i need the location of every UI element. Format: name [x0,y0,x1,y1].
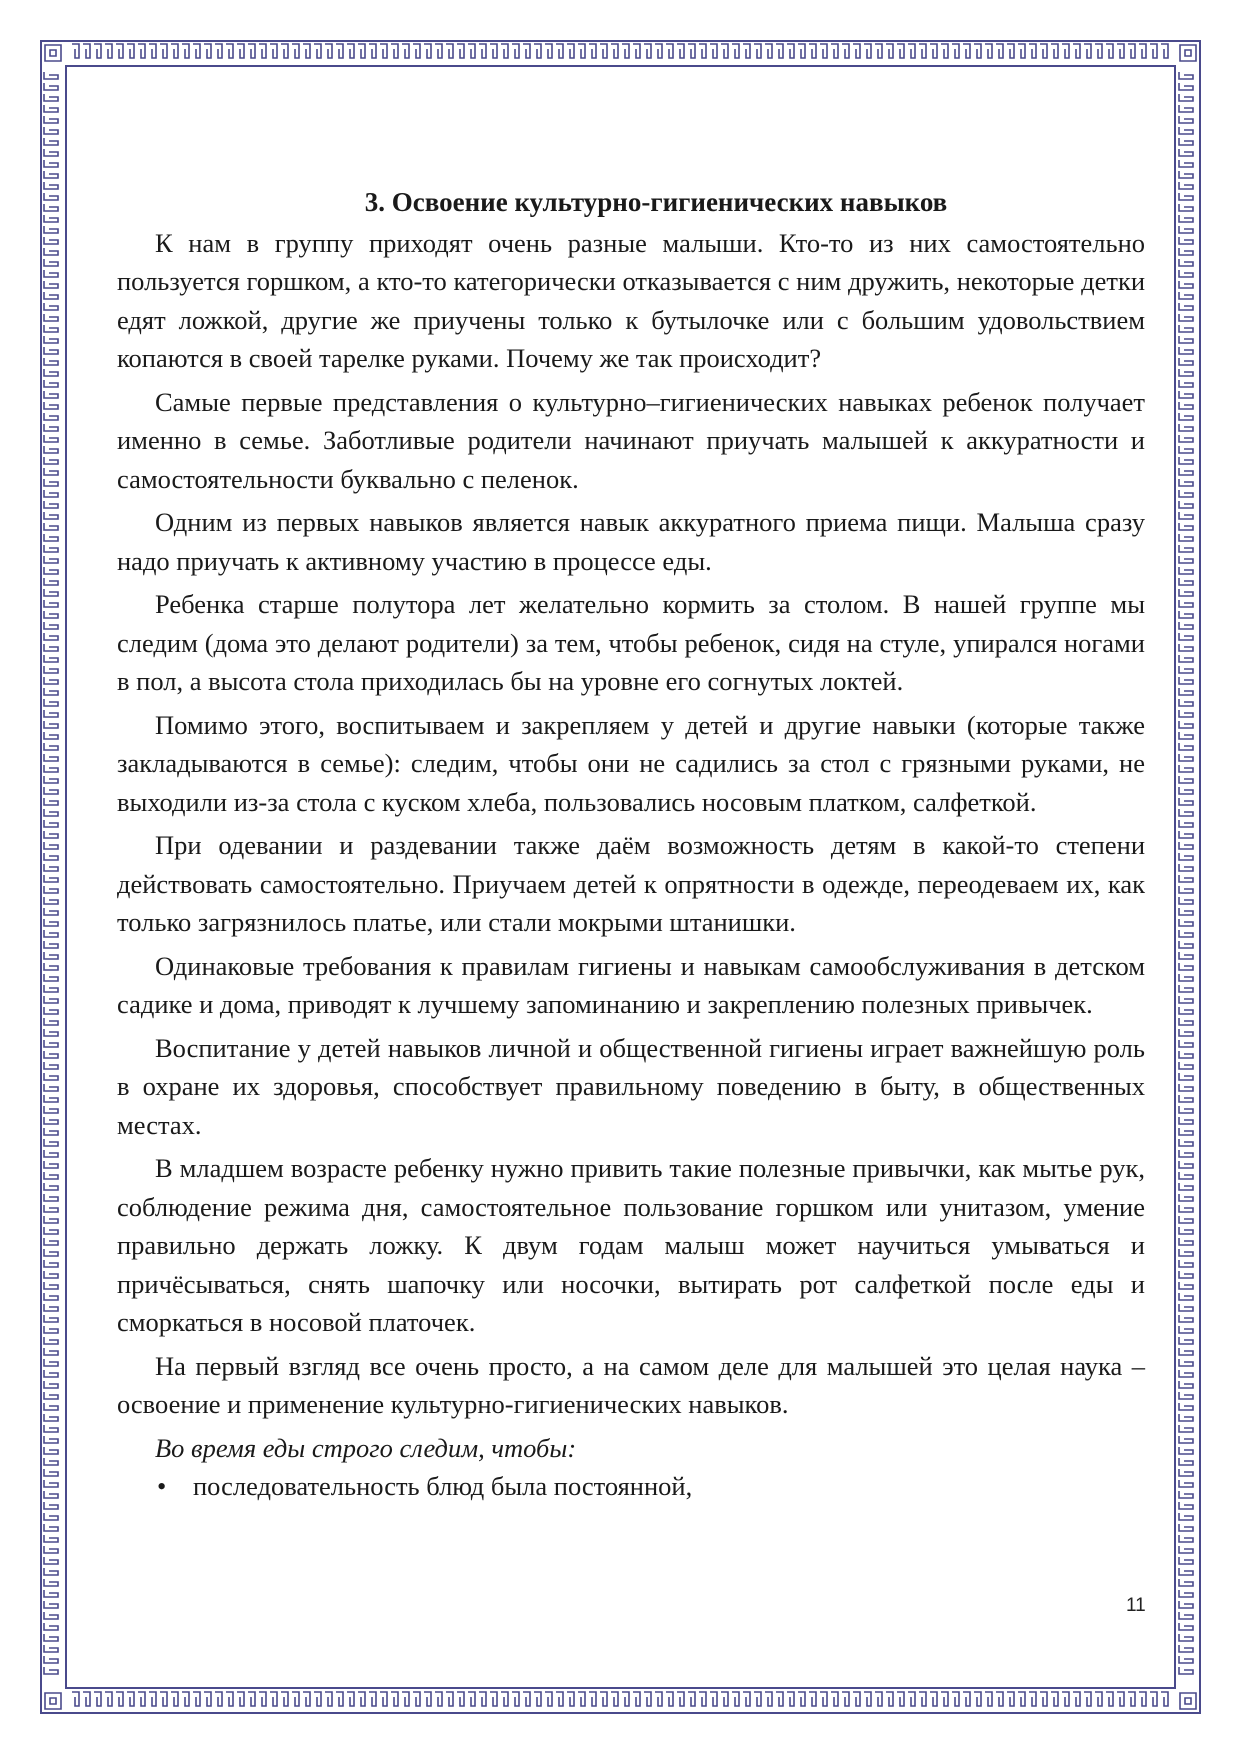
page-number: 11 [1126,1595,1146,1616]
italic-lead-in: Во время еды строго следим, чтобы: [155,1432,577,1463]
paragraph: На первый взгляд все очень просто, а на самом деле для малышей это целая наука – освоение и применение культурно-гигиенических навыков. [117,1350,1145,1419]
paragraph: К нам в группу приходят очень разные малыши. Кто-то из них самостоятельно пользуется горшком, а кто-то категорически отказывается с ним дружить, некоторые детки едят ложкой, другие же приучены только к бутылочке или с большим удовольствием копаются в своей тарелке руками. Почему же так происходит? [117,227,1145,373]
bullet-item [117,1467,1145,1506]
paragraph: Одинаковые требования к правилам гигиены и навыкам самообслуживания в детском садике и дома, приводят к лучшему запоминанию и закреплению полезных привычек. [117,950,1145,1019]
bullet-text: последовательность блюд была постоянной, [193,1471,693,1501]
paragraph: Самые первые представления о культурно–гигиенических навыках ребенок получает именно в семье. Заботливые родители начинают приучать малышей к аккуратности и самостоятельности буквально с пеленок. [117,386,1145,494]
bullet-icon: • [157,1471,167,1501]
section-title: 3. Освоение культурно-гигиенических навыков [364,187,948,217]
paragraph: Воспитание у детей навыков личной и общественной гигиены играет важнейшую роль в охране их здоровья, способствует правильному поведению в быту, в общественных местах. [117,1032,1145,1140]
paragraph: Ребенка старше полутора лет желательно кормить за столом. В нашей группе мы следим (дома это делают родители) за тем, чтобы ребенок, сидя на стуле, упирался ногами в пол, а высота стола приходилась бы на уровне его согнутых локтей. [117,589,1145,696]
paragraph: Помимо этого, воспитываем и закрепляем у детей и другие навыки (которые также закладываются в семье): следим, чтобы они не садились за стол с грязными руками, не выходили из-за стола с куском хлеба, пользовались носовым платком, салфеткой. [117,709,1145,817]
page-content [117,183,1145,1506]
paragraph: В младшем возрасте ребенку нужно привить такие полезные привычки, как мытье рук, соблюдение режима дня, самостоятельное пользование горшком или унитазом, умение правильно держать ложку. К двум годам малыш может научиться умываться и причёсываться, снять шапочку или носочки, вытирать рот салфеткой после еды и сморкаться в носовой платочек. [117,1153,1145,1337]
paragraph: Одним из первых навыков является навык аккуратного приема пищи. Малыша сразу надо приучать к активному участию в процессе еды. [117,507,1145,576]
paragraph: При одевании и раздевании также даём возможность детям в какой-то степени действовать самостоятельно. Приучаем детей к опрятности в одежде, переодеваем их, как только загрязнилось платье, или стали мокрыми штанишки. [117,830,1145,937]
